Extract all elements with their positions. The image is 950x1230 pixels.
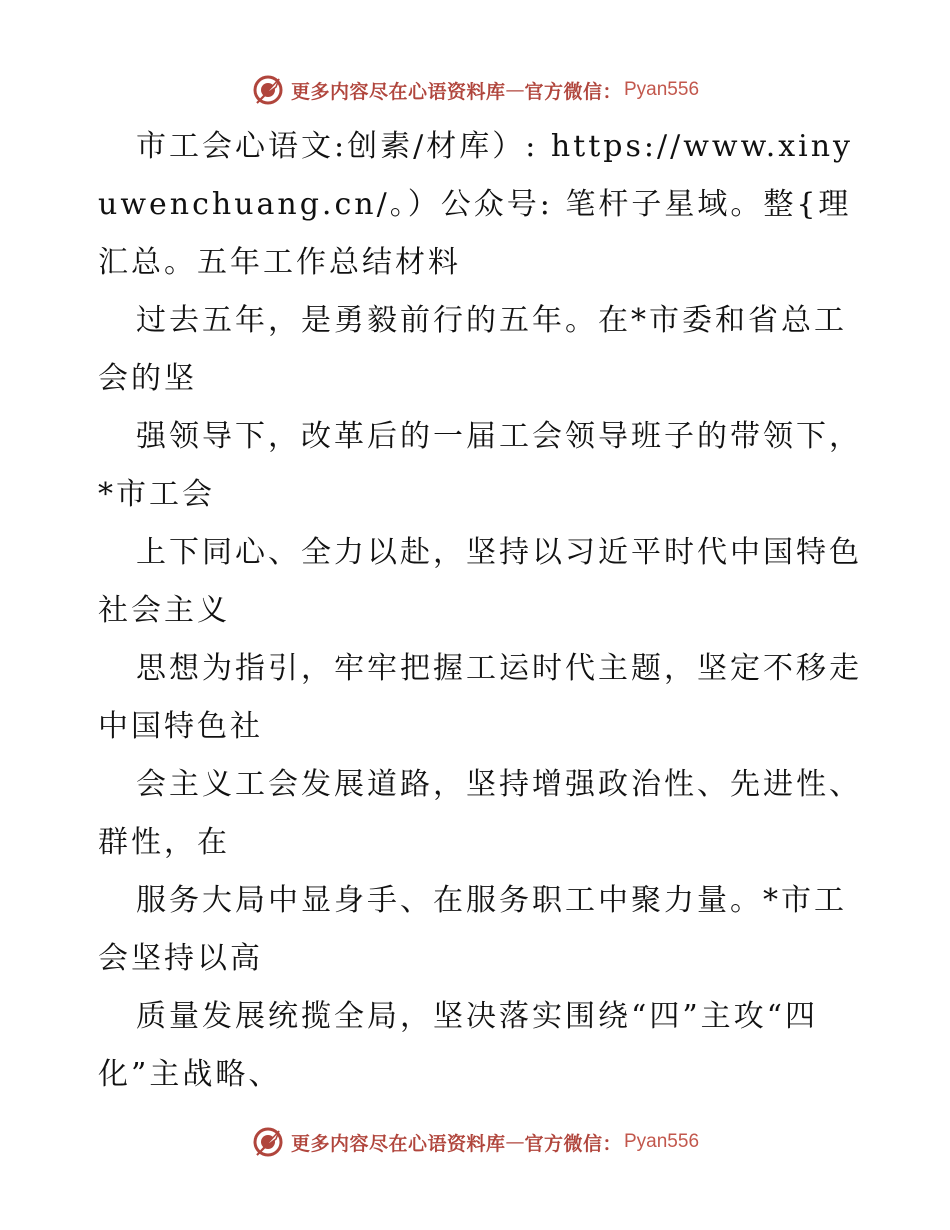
paragraph: 过去五年，是勇毅前行的五年。在*市委和省总工会的坚 <box>98 303 847 396</box>
watermark-wechat-id: Pyan556 <box>624 1131 700 1152</box>
quill-logo-icon <box>251 1125 285 1159</box>
watermark-separator: — <box>505 1131 525 1153</box>
watermark-separator: — <box>505 79 525 101</box>
watermark-wechat-label: 官方微信： <box>524 1132 622 1155</box>
paragraph: 市工会心语文:创素/材库）: https://www.xinyuwenchuang.cn/。）公众号: 笔杆子星域。整{理汇总。五年工作总结材料 <box>98 129 854 280</box>
quill-logo-icon <box>251 73 285 107</box>
watermark-header <box>0 70 950 110</box>
watermark-wechat-id: Pyan556 <box>624 79 700 100</box>
watermark-text <box>291 77 699 104</box>
paragraph: 上下同心、全力以赴，坚持以习近平时代中国特色社会主义 <box>98 535 862 628</box>
watermark-site-text: 更多内容尽在心语资料库 <box>290 1132 506 1155</box>
watermark-text <box>291 1129 699 1156</box>
watermark-site-text: 更多内容尽在心语资料库 <box>290 80 506 103</box>
paragraph: 服务大局中显身手、在服务职工中聚力量。*市工会坚持以高 <box>98 883 847 976</box>
paragraph: 质量发展统揽全局，坚决落实围绕“四”主攻“四化”主战略、 <box>98 999 819 1092</box>
watermark-wechat-label: 官方微信： <box>524 80 622 103</box>
document-body <box>98 118 868 1104</box>
paragraph: 强领导下，改革后的一届工会领导班子的带领下，*市工会 <box>98 419 862 512</box>
paragraph: 会主义工会发展道路，坚持增强政治性、先进性、群性，在 <box>98 767 862 860</box>
paragraph: 思想为指引，牢牢把握工运时代主题，坚定不移走中国特色社 <box>98 651 862 744</box>
watermark-footer <box>0 1122 950 1162</box>
